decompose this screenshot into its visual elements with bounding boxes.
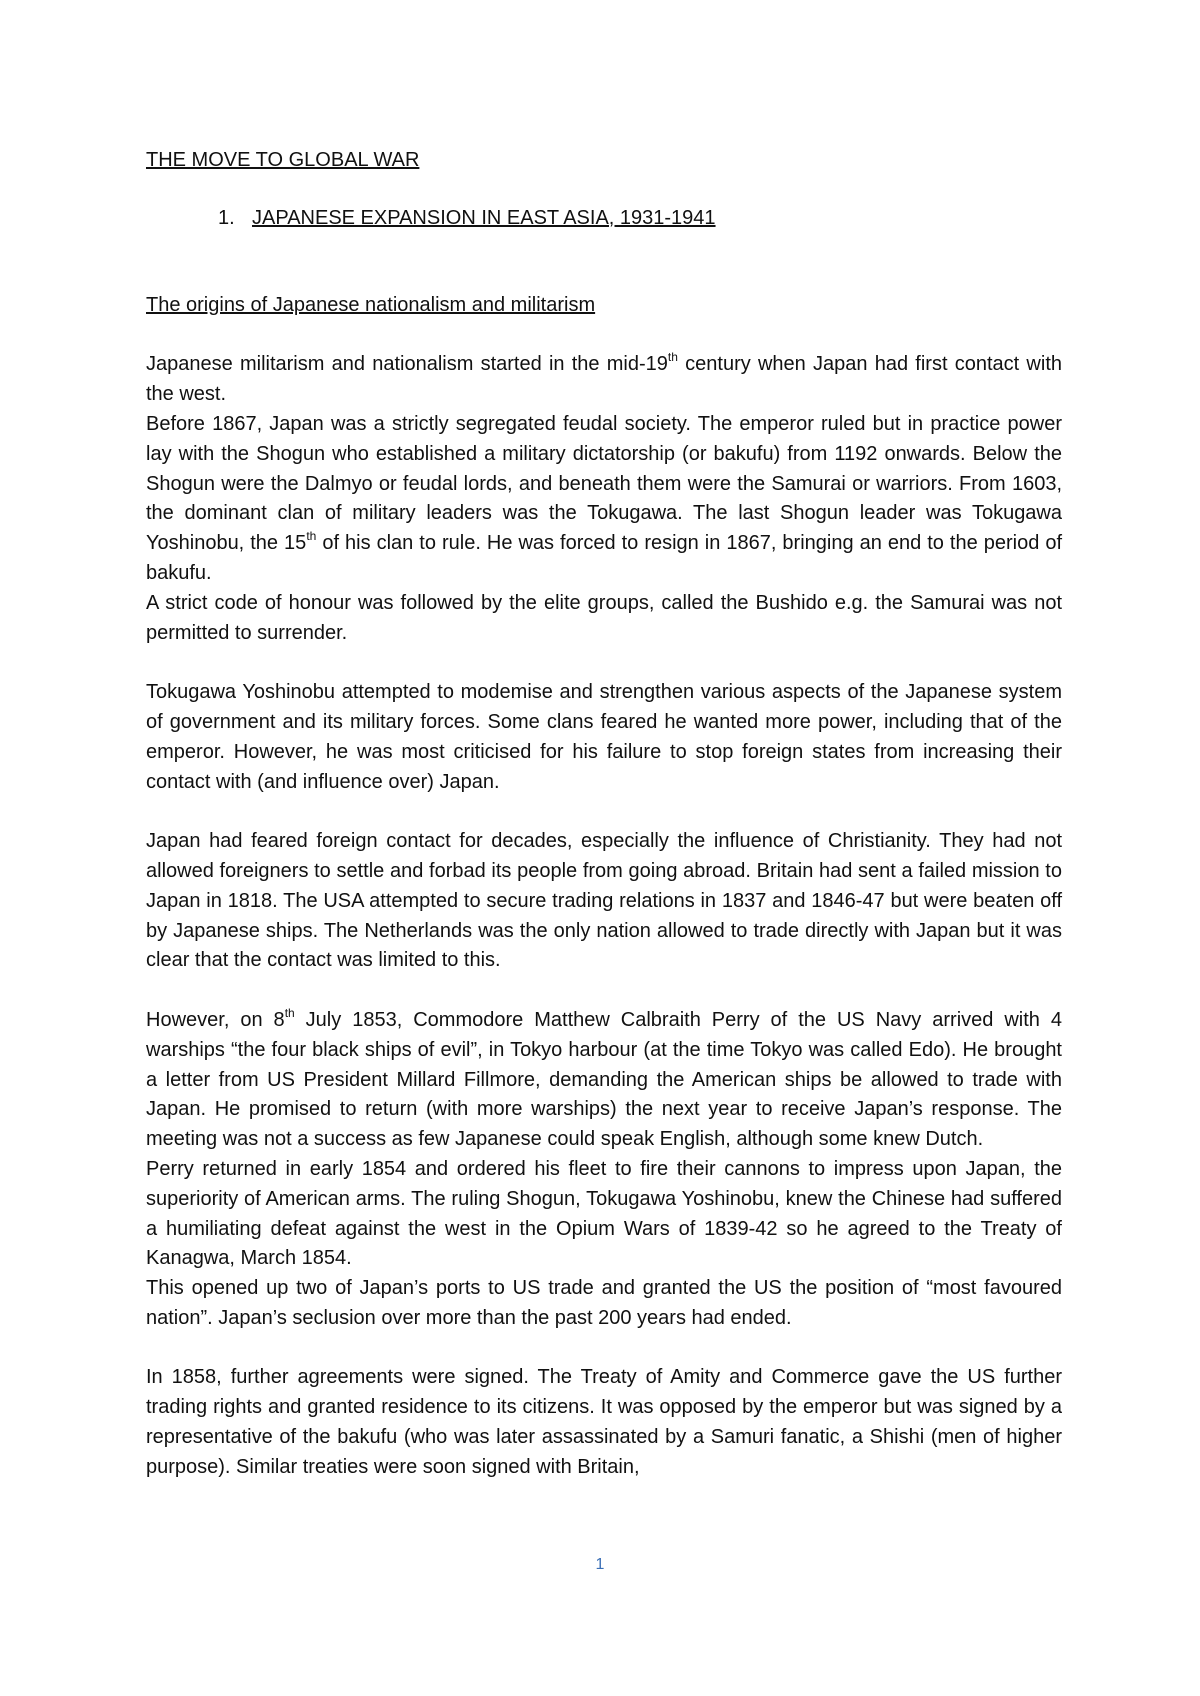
paragraph-text: Perry returned in early 1854 and ordered his fleet to fire their cannons to impress upon Japan, the superiority of American arms. The ruling Shogun, Tokugawa Yoshinobu, knew the Chinese had suffered a humiliating defeat against the west in the Opium Wars of 1839-42 so he agreed to the Treaty of Kanagwa, March 1854. [146,1157,1062,1270]
paragraph-text: July 1853, Commodore Matthew Calbraith Perry of the US Navy arrived with 4 warships “the four black ships of evil”, in Tokyo harbour (at the time Tokyo was called Edo). He brought a letter from US President Millard Fillmore, demanding the American ships be allowed to trade with Japan. He promised to return (with more warships) the next year to receive Japan’s response. The meeting was not a success as few Japanese could speak English, although some knew Dutch. [146,1008,1063,1151]
paragraph-group [146,1006,1062,1334]
paragraph [146,827,1062,976]
paragraph [146,1006,1062,1155]
paragraph-text: Before 1867, Japan was a strictly segregated feudal society. The emperor ruled but in practice power lay with the Shogun who established a military dictatorship (or bakufu) from 1192 onwards. Below the Shogun were the Dalmyo or feudal lords, and beneath them were the Samurai or warriors. From 1603, the dominant clan of military leaders was the Tokugawa. The last Shogun leader was Tokugawa Yoshinobu, the 15 [146,412,1062,555]
section-number: 1. [218,206,235,229]
document-title: THE MOVE TO GLOBAL WAR [146,149,420,171]
paragraph [146,410,1062,589]
paragraph-text: century when Japan had first contact with the west. [146,353,1062,406]
paragraph-text: Japanese militarism and nationalism started in the mid-19 [146,353,668,376]
paragraph [146,678,1062,797]
ordinal-suffix: th [306,529,317,544]
page-number: 1 [595,1556,605,1573]
subheading: The origins of Japanese nationalism and militarism [146,293,596,316]
paragraph-text: Japan had feared foreign contact for decades, especially the influence of Christianity. They had not allowed foreigners to settle and forbad its people from going abroad. Britain had sent a failed mission to Japan in 1818. The USA attempted to secure trading relations in 1837 and 1846-47 but were beaten off by Japanese ships. The Netherlands was the only nation allowed to trade directly with Japan but it was clear that the contact was limited to this. [146,830,1062,972]
section-heading [218,204,1062,234]
paragraph-text: This opened up two of Japan’s ports to US trade and granted the US the position of “most favoured nation”. Japan’s seclusion over more than the past 200 years had ended. [146,1277,1062,1329]
paragraph-text: However, on 8 [146,1008,285,1031]
paragraph [146,1274,1062,1334]
document-page [146,146,1062,1483]
paragraph [146,589,1062,649]
paragraph [146,1155,1062,1274]
paragraph [146,1363,1062,1482]
ordinal-suffix: th [667,350,678,365]
section-title: JAPANESE EXPANSION IN EAST ASIA, 1931-1941 [252,206,716,229]
ordinal-suffix: th [284,1005,295,1020]
paragraph-group [146,827,1062,976]
paragraph-text: A strict code of honour was followed by the elite groups, called the Bushido e.g. the Samurai was not permitted to surrender. [146,591,1062,644]
paragraph-group [146,350,1062,648]
paragraph [146,350,1062,410]
paragraph-text: In 1858, further agreements were signed. The Treaty of Amity and Commerce gave the US further trading rights and granted residence to its citizens. It was opposed by the emperor but was signed by a representative of the bakufu (who was later assassinated by a Samuri fanatic, a Shishi (men of higher purpose). Similar treaties were soon signed with Britain, [146,1366,1062,1478]
paragraph-group [146,678,1062,797]
paragraph-text: of his clan to rule. He was forced to resign in 1867, bringing an end to the period of bakufu. [146,532,1063,584]
body-text [146,350,1062,1482]
paragraph-text: Tokugawa Yoshinobu attempted to modemise and strengthen various aspects of the Japanese system of government and its military forces. Some clans feared he wanted more power, including that of the emperor. However, he was most criticised for his failure to stop foreign states from increasing their contact with (and influence over) Japan. [146,681,1062,793]
paragraph-group [146,1363,1062,1482]
